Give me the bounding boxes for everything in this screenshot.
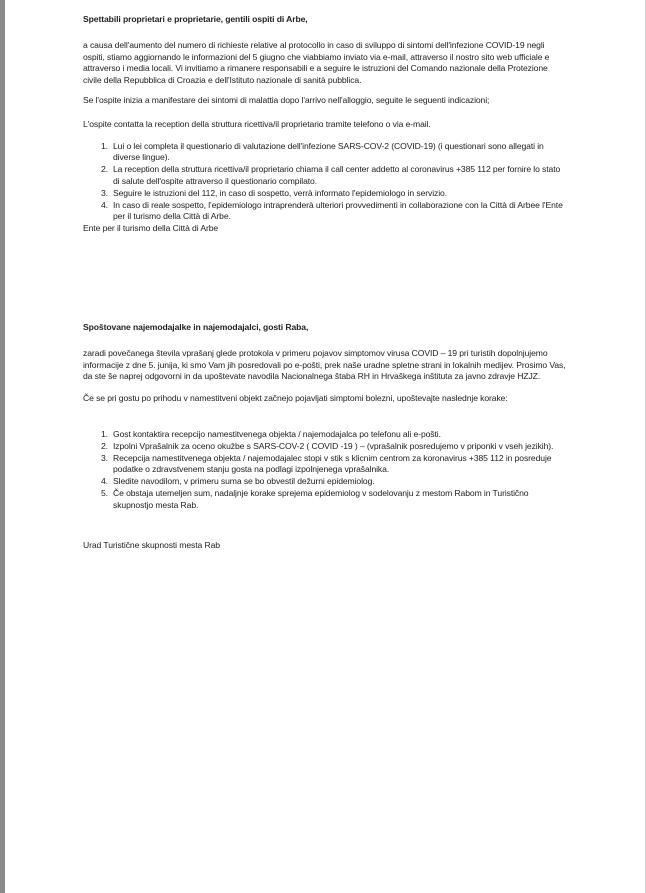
list-item: 1. Lui o lei completa il questionario di valutazione dell'infezione SARS-COV-2 (COVID-19) (i questionari sono allegati in diverse lingue). — [101, 140, 544, 163]
slovenian-section — [83, 322, 568, 551]
italian-signature: Ente per il turismo della Città di Arbe — [83, 223, 219, 234]
list-item: 4. Sledite navodilom, v primeru suma se bo obvestil dežurni epidemiolog. — [101, 476, 375, 487]
slovenian-signature: Urad Turistične skupnosti mesta Rab — [83, 539, 220, 550]
list-item: 1. Gost kontaktira recepcijo namestitvenega objekta / najemodajalca po telefonu ali e-pošti. — [101, 428, 441, 439]
italian-steps-list — [83, 141, 568, 224]
list-item: 4. In caso di reale sospetto, l'epidemiologo intraprenderà ulteriori provvedimenti in collaborazione con la Città di Arbee l'Ente per il turismo della Città di Arbe. — [101, 199, 563, 222]
list-item: 5. Če obstaja utemeljen sum, nadaljnje korake sprejema epidemiolog v sodelovanju z mestom Rabom in Turistično skupnostjo mesta Rab. — [101, 487, 529, 510]
list-item: 2. Izpolni Vprašalnik za oceno okužbe s SARS-COV-2 ( COVID -19 ) – (vprašalnik posredujemo v priponki v vseh jezikih). — [101, 440, 554, 451]
list-item: 3. Seguire le istruzioni del 112, in caso di sospetto, verrà informato l'epidemiologo in servizio. — [101, 187, 447, 198]
italian-symptoms-line: Se l'ospite inizia a manifestare dei sintomi di malattia dopo l'arrivo nell'alloggio, seguite le seguenti indicazioni; — [83, 94, 490, 105]
slovenian-symptoms-line: Če se pri gostu po prihodu v namestitveni objekt začnejo pojavljati simptomi bolezni, upoštevajte naslednje korake: — [83, 393, 508, 404]
slovenian-steps-list — [83, 429, 568, 512]
list-item: 2. La reception della struttura ricettiva/il proprietario chiama il call center addetto al coronavirus +385 112 per fornire lo stato di salute dell'ospite attraverso il questionario compilato. — [101, 164, 561, 186]
italian-intro: a causa dell'aumento del numero di richieste relative al protocollo in caso di sviluppo di sintomi dell'infezione COVID-19 negli ospiti, stiamo aggiornando le informazioni del 5 giugno che viabbiamo inviato via e-mail, attraverso il nostro sito web ufficiale e attraverso i media locali. Vi invitiamo a rimanere responsabili e a seguire le istruzioni del Comando nazionale della Protezione civile della Repubblica di Croazia e dell'Istituto nazionale di sanità pubblica. — [83, 39, 550, 86]
italian-greeting: Spettabili proprietari e proprietarie, gentili ospiti di Arbe, — [83, 14, 308, 24]
slovenian-intro: zaradi povečanega števila vprašanj glede protokola v primeru pojavov simptomov virusa COVID – 19 pri turistih dopolnjujemo informacije z dne 5. junija, ki smo Vam jih posredovali po e-pošti, prek naše uradne spletne strani in lokalnih medijev. Prosimo Vas, da ste še naprej odgovorni in da upoštevate navodila Nacionalnega štaba RH in Hrvaškega inštituta za javno zdravje HZJZ. — [83, 347, 566, 382]
slovenian-greeting: Spoštovane najemodajalke in najemodajalci, gosti Raba, — [83, 322, 309, 332]
list-item: 3. Recepcija namestitvenega objekta / najemodajalec stopi v stik s klicnim centrom za koronavirus +385 112 in posreduje podatke o zdravstvenem stanju gosta na podlagi izpolnjenega vprašalnika. — [101, 452, 552, 475]
italian-section — [83, 14, 568, 235]
italian-contact-line: L'ospite contatta la reception della struttura ricettiva/il proprietario tramite telefono o via e-mail. — [83, 118, 431, 129]
